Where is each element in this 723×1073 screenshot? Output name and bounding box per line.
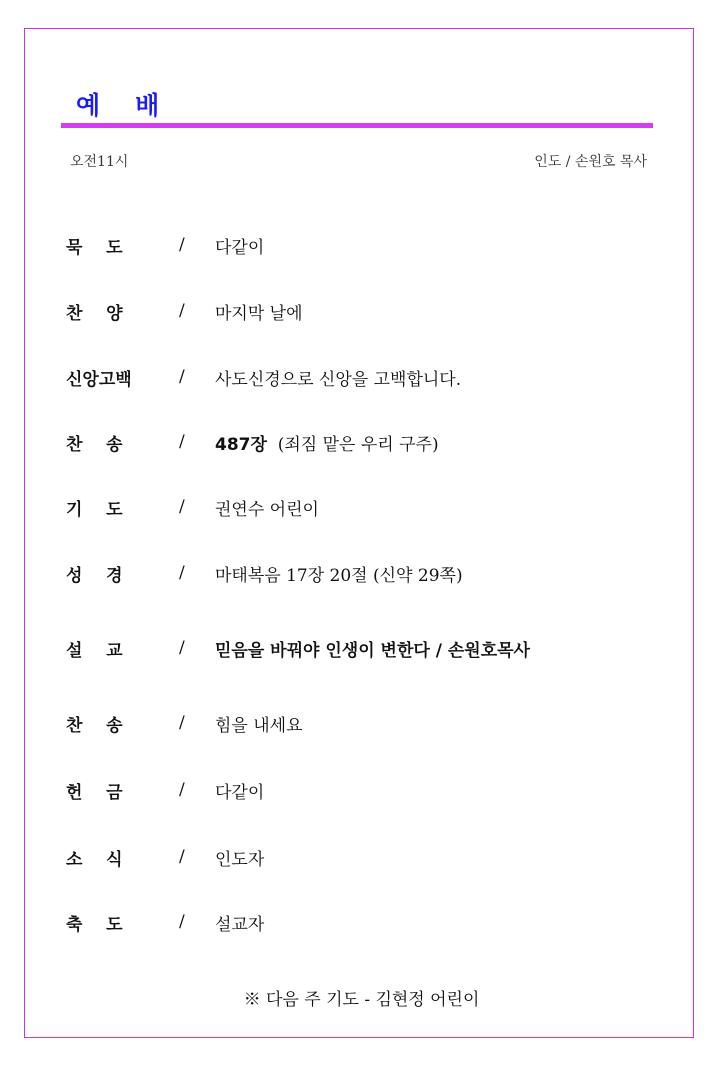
order-content: 인도자 (215, 849, 265, 870)
order-content: 다같이 (215, 782, 265, 803)
order-content: 사도신경으로 신앙을 고백합니다. (215, 369, 462, 390)
hymn-title: (죄짐 맡은 우리 구주) (266, 434, 439, 455)
service-time: 오전11시 (70, 154, 129, 170)
order-row-scripture (66, 558, 463, 588)
order-row-prayer (66, 492, 319, 522)
order-label: 묵 도 (66, 237, 123, 258)
order-row-hymn-1 (66, 427, 439, 457)
order-label: 성 경 (66, 565, 123, 586)
order-label: 헌 금 (66, 782, 123, 803)
order-row-announcements (66, 842, 264, 872)
order-row-praise (66, 296, 303, 326)
next-week-prayer-note: ※ 다음 주 기도 - 김현정 어린이 (243, 990, 480, 1010)
separator: / (179, 713, 185, 733)
order-label: 축 도 (66, 914, 123, 935)
order-content: 믿음을 바꿔야 인생이 변한다 / 손원호목사 (215, 640, 530, 661)
separator: / (179, 432, 185, 452)
order-label: 찬 송 (66, 715, 123, 736)
service-leader: 인도 / 손원호 목사 (534, 154, 647, 170)
separator: / (179, 235, 185, 255)
order-row-offering (66, 775, 264, 805)
title-char-2: 배 (135, 91, 161, 120)
order-label: 찬 양 (66, 303, 123, 324)
order-content: 마지막 날에 (215, 303, 303, 324)
separator: / (179, 497, 185, 517)
order-label: 신앙고백 (66, 369, 132, 390)
separator: / (179, 780, 185, 800)
order-label: 찬 송 (66, 434, 123, 455)
order-content: 다같이 (215, 237, 265, 258)
order-row-silent-prayer (66, 230, 264, 260)
order-row-hymn-2 (66, 708, 303, 738)
order-row-sermon (66, 633, 530, 663)
order-content: 권연수 어린이 (215, 499, 319, 520)
order-label: 기 도 (66, 499, 123, 520)
separator: / (179, 912, 185, 932)
page-title (76, 86, 160, 122)
separator: / (179, 563, 185, 583)
page-frame (24, 28, 694, 1038)
separator: / (179, 847, 185, 867)
separator: / (179, 367, 185, 387)
order-content: 힘을 내세요 (215, 715, 303, 736)
order-row-creed (66, 362, 461, 392)
separator: / (179, 638, 185, 658)
order-content: 마태복음 17장 20절 (신약 29쪽) (215, 565, 463, 586)
order-content (215, 430, 439, 455)
order-content: 설교자 (215, 914, 265, 935)
title-char-1: 예 (76, 91, 102, 120)
separator: / (179, 301, 185, 321)
order-label: 설 교 (66, 640, 123, 661)
title-underline (61, 123, 653, 128)
order-label: 소 식 (66, 849, 123, 870)
order-row-benediction (66, 907, 264, 937)
hymn-number: 487장 (215, 434, 267, 455)
